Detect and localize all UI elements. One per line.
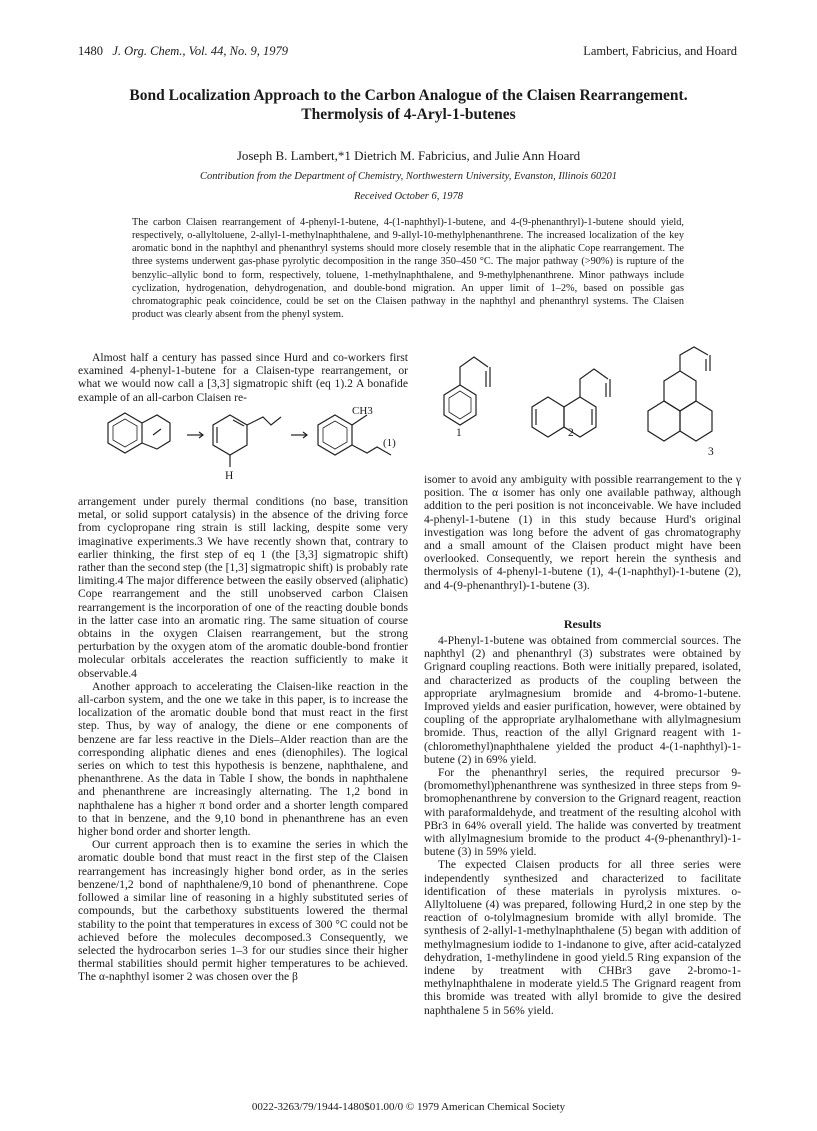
compound-label-1: 1	[456, 427, 462, 439]
equation-h-label: H	[225, 470, 234, 482]
paragraph: isomer to avoid any ambiguity with possible rearrangement to the γ position. The α isomer has only one available pathway, although addition to the peri position is not inconceivable. We have included 4-phenyl-1-butene (1) in this study because Hurd's original investigation was long before the advent of gas chromatography and a small amount of the Claisen product might have been overlooked. Consequently, we report herein the synthesis and thermolysis of 4-phenyl-1-butene (1), 4-(1-naphthyl)-1-butene (2), and 4-(9-phenanthryl)-1-butene (3).	[424, 473, 741, 592]
body-right-column	[424, 473, 741, 592]
cyclohexadiene-ring	[213, 415, 247, 455]
body-left-intro	[78, 351, 408, 404]
paragraph: For the phenanthryl series, the required precursor 9-(bromomethyl)phenanthrene was synthesized in three steps from 9-bromophenanthrene by conversion to the Grignard reagent, reaction with paraformaldehyde, and treatment of the resulting alcohol with PBr3 in 64% overall yield. The halide was converted by treatment with allylmagnesium bromide to the product 4-(9-phenanthryl)-1-butene (3) in 59% yield.	[424, 766, 741, 859]
copyright-footer: 0022-3263/79/1944-1480$01.00/0 © 1979 American Chemical Society	[251, 1101, 566, 1113]
paragraph: Almost half a century has passed since Hurd and co-workers first examined 4-phenyl-1-butene for a Claisen-type rearrangement, or what we would now call a [3,3] sigmatropic shift (eq 1).2 A bonafide example of an all-carbon Claisen re-	[78, 351, 408, 404]
paragraph: Another approach to accelerating the Claisen-like reaction in the all-carbon system, and the one we take in this paper, is to increase the localization of the aromatic double bond that must react in the first step. Thus, by way of analogy, the diene or ene components of benzene are far less reactive in the Diels–Alder reaction than are the corresponding aliphatic dienes and enes (dienophiles). The logical series on which to test this hypothesis is benzene, naphthalene, and phenanthrene. As the data in Table I show, the bonds in naphthalene and phenanthrene are increasingly alternating. The 1,2 bond in naphthalene has a higher π bond order and a shorter length compared to that in benzene, and the 9,10 bond in phenanthrene has an even higher bond order and shorter length.	[78, 679, 408, 839]
author-affiliation: Contribution from the Department of Chemistry, Northwestern University, Evanston, Illinois 60201	[200, 171, 617, 182]
compound-2-ring-a	[532, 397, 564, 437]
compound-structures	[430, 345, 750, 455]
paragraph: arrangement under purely thermal conditions (no base, transition metal, or solid support catalysis) in the absence of the driving force from cyclopropane ring strain is still lacking, despite some very imaginative experiments.3 We have recently shown that, contrary to earlier thinking, the first step of eq 1 (the [3,3] sigmatropic shift) rather than the second step (the [1,3] sigmatropic shift) is probably rate limiting.4 The major difference between the easily observed (aliphatic) Cope rearrangement and the still unobserved carbon Claisen rearrangement is the incorporation of one of the reacting double bonds in the latter case into an aromatic ring. The same situation of course obtains in the oxygen Claisen rearrangement, but the strong perturbation by the oxygen atom of the aromatic double-bond frontier molecular orbitals accelerates the reaction sufficiently to make it observable.4	[78, 495, 408, 680]
article-title: Bond Localization Approach to the Carbon Analogue of the Claisen Rearrangement. Thermolysis of 4-Aryl-1-butenes	[129, 87, 688, 123]
equation-number: (1)	[383, 437, 396, 449]
paragraph: Our current approach then is to examine the series in which the aromatic double bond that must react in the first step of the Claisen rearrangement has increasingly higher bond order, as in the series benzene/1,2 bond of naphthalene/9,10 bond of phenanthrene. Cope followed a similar line of reasoning in a highly substituted series of compounds, but the carbethoxy substituents lowered the thermal stability to the point that temperatures in excess of 300 °C could not be achieved before the molecules decomposed.3 Consequently, we selected the hydrocarbon series 1–3 for our studies since their higher thermal stabilities should permit higher temperatures to be achieved. The α-naphthyl isomer 2 was chosen over the β	[78, 838, 408, 984]
running-header-authors: Lambert, Fabricius, and Hoard	[583, 44, 737, 58]
compound-3-ring-a	[664, 371, 696, 411]
abstract: The carbon Claisen rearrangement of 4-phenyl-1-butene, 4-(1-naphthyl)-1-butene, and 4-(9-phenanthryl)-1-butene should yield, respectively, o-allyltoluene, 2-allyl-1-methylnaphthalene, and 9-allyl-10-methylphenanthrene. The increased localization of the key aromatic bond in the naphthyl and phenanthryl systems should more closely resemble that in the aliphatic Cope rearrangement. The three systems underwent gas-phase pyrolytic decomposition in the range 350–450 °C. The major pathway (>90%) is rupture of the benzylic–allylic bond to form, respectively, toluene, 1-methylnaphthalene, and 9-methylphenanthrene. Minor pathways include cyclization, hydrogenation, dehydrogenation, and double-bond migration. An upper limit of 1–2%, based on possible gas chromatographic peak coincidence, could be set on the Claisen pathway in the naphthyl and phenanthryl systems. The Claisen product was clearly absent from the phenyl system.	[132, 217, 684, 321]
page-number: 1480	[78, 44, 103, 58]
running-header-left	[78, 44, 288, 59]
body-left-column	[78, 495, 408, 984]
section-heading-results: Results	[563, 617, 602, 631]
compound-3-ring-c	[680, 401, 712, 441]
equation-1-scheme	[95, 405, 415, 485]
paragraph: 4-Phenyl-1-butene was obtained from commercial sources. The naphthyl (2) and phenanthryl (3) substrates were obtained by Grignard coupling reactions. Both were initially prepared, isolated, and characterized as products of the coupling between the appropriate arylmagnesium bromide and 4-bromo-1-butene. Improved yields and easier purification, however, were obtained by coupling of the appropriate arylhalomethane with allylmagnesium bromide. Thus, reaction of the allyl Grignard reagent with 1-(chloromethyl)naphthalene yielded the product 4-(1-naphthyl)-1-butene (2) in 69% yield.	[424, 634, 741, 766]
results-section	[424, 634, 741, 1017]
compound-label-3: 3	[708, 446, 714, 458]
journal-citation: J. Org. Chem., Vol. 44, No. 9, 1979	[112, 44, 288, 58]
article-authors: Joseph B. Lambert,*1 Dietrich M. Fabricius, and Julie Ann Hoard	[236, 148, 581, 163]
received-date: Received October 6, 1978	[353, 191, 464, 202]
compound-label-2: 2	[568, 427, 574, 439]
equation-ch3-label: CH3	[352, 405, 373, 417]
paragraph: The expected Claisen products for all three series were independently synthesized and characterized to facilitate identification of these materials in pyrolysis mixtures. o-Allyltoluene (4) was prepared, following Hurd,2 in one step by the reaction of o-tolylmagnesium bromide with allyl bromide. The synthesis of 2-allyl-1-methylnaphthalene (5) began with addition of methylmagnesium iodide to 1-indanone to give, after acid-catalyzed dehydration, 1-methylindene in good yield.5 Ring expansion of the indene by treatment with CHBr3 gave 2-bromo-1-methylnaphthalene in moderate yield.5 The Grignard reagent from this bromide was treated with allyl bromide to give the desired naphthalene 5 in 56% yield.	[424, 858, 741, 1017]
compound-3-ring-b	[648, 401, 680, 441]
